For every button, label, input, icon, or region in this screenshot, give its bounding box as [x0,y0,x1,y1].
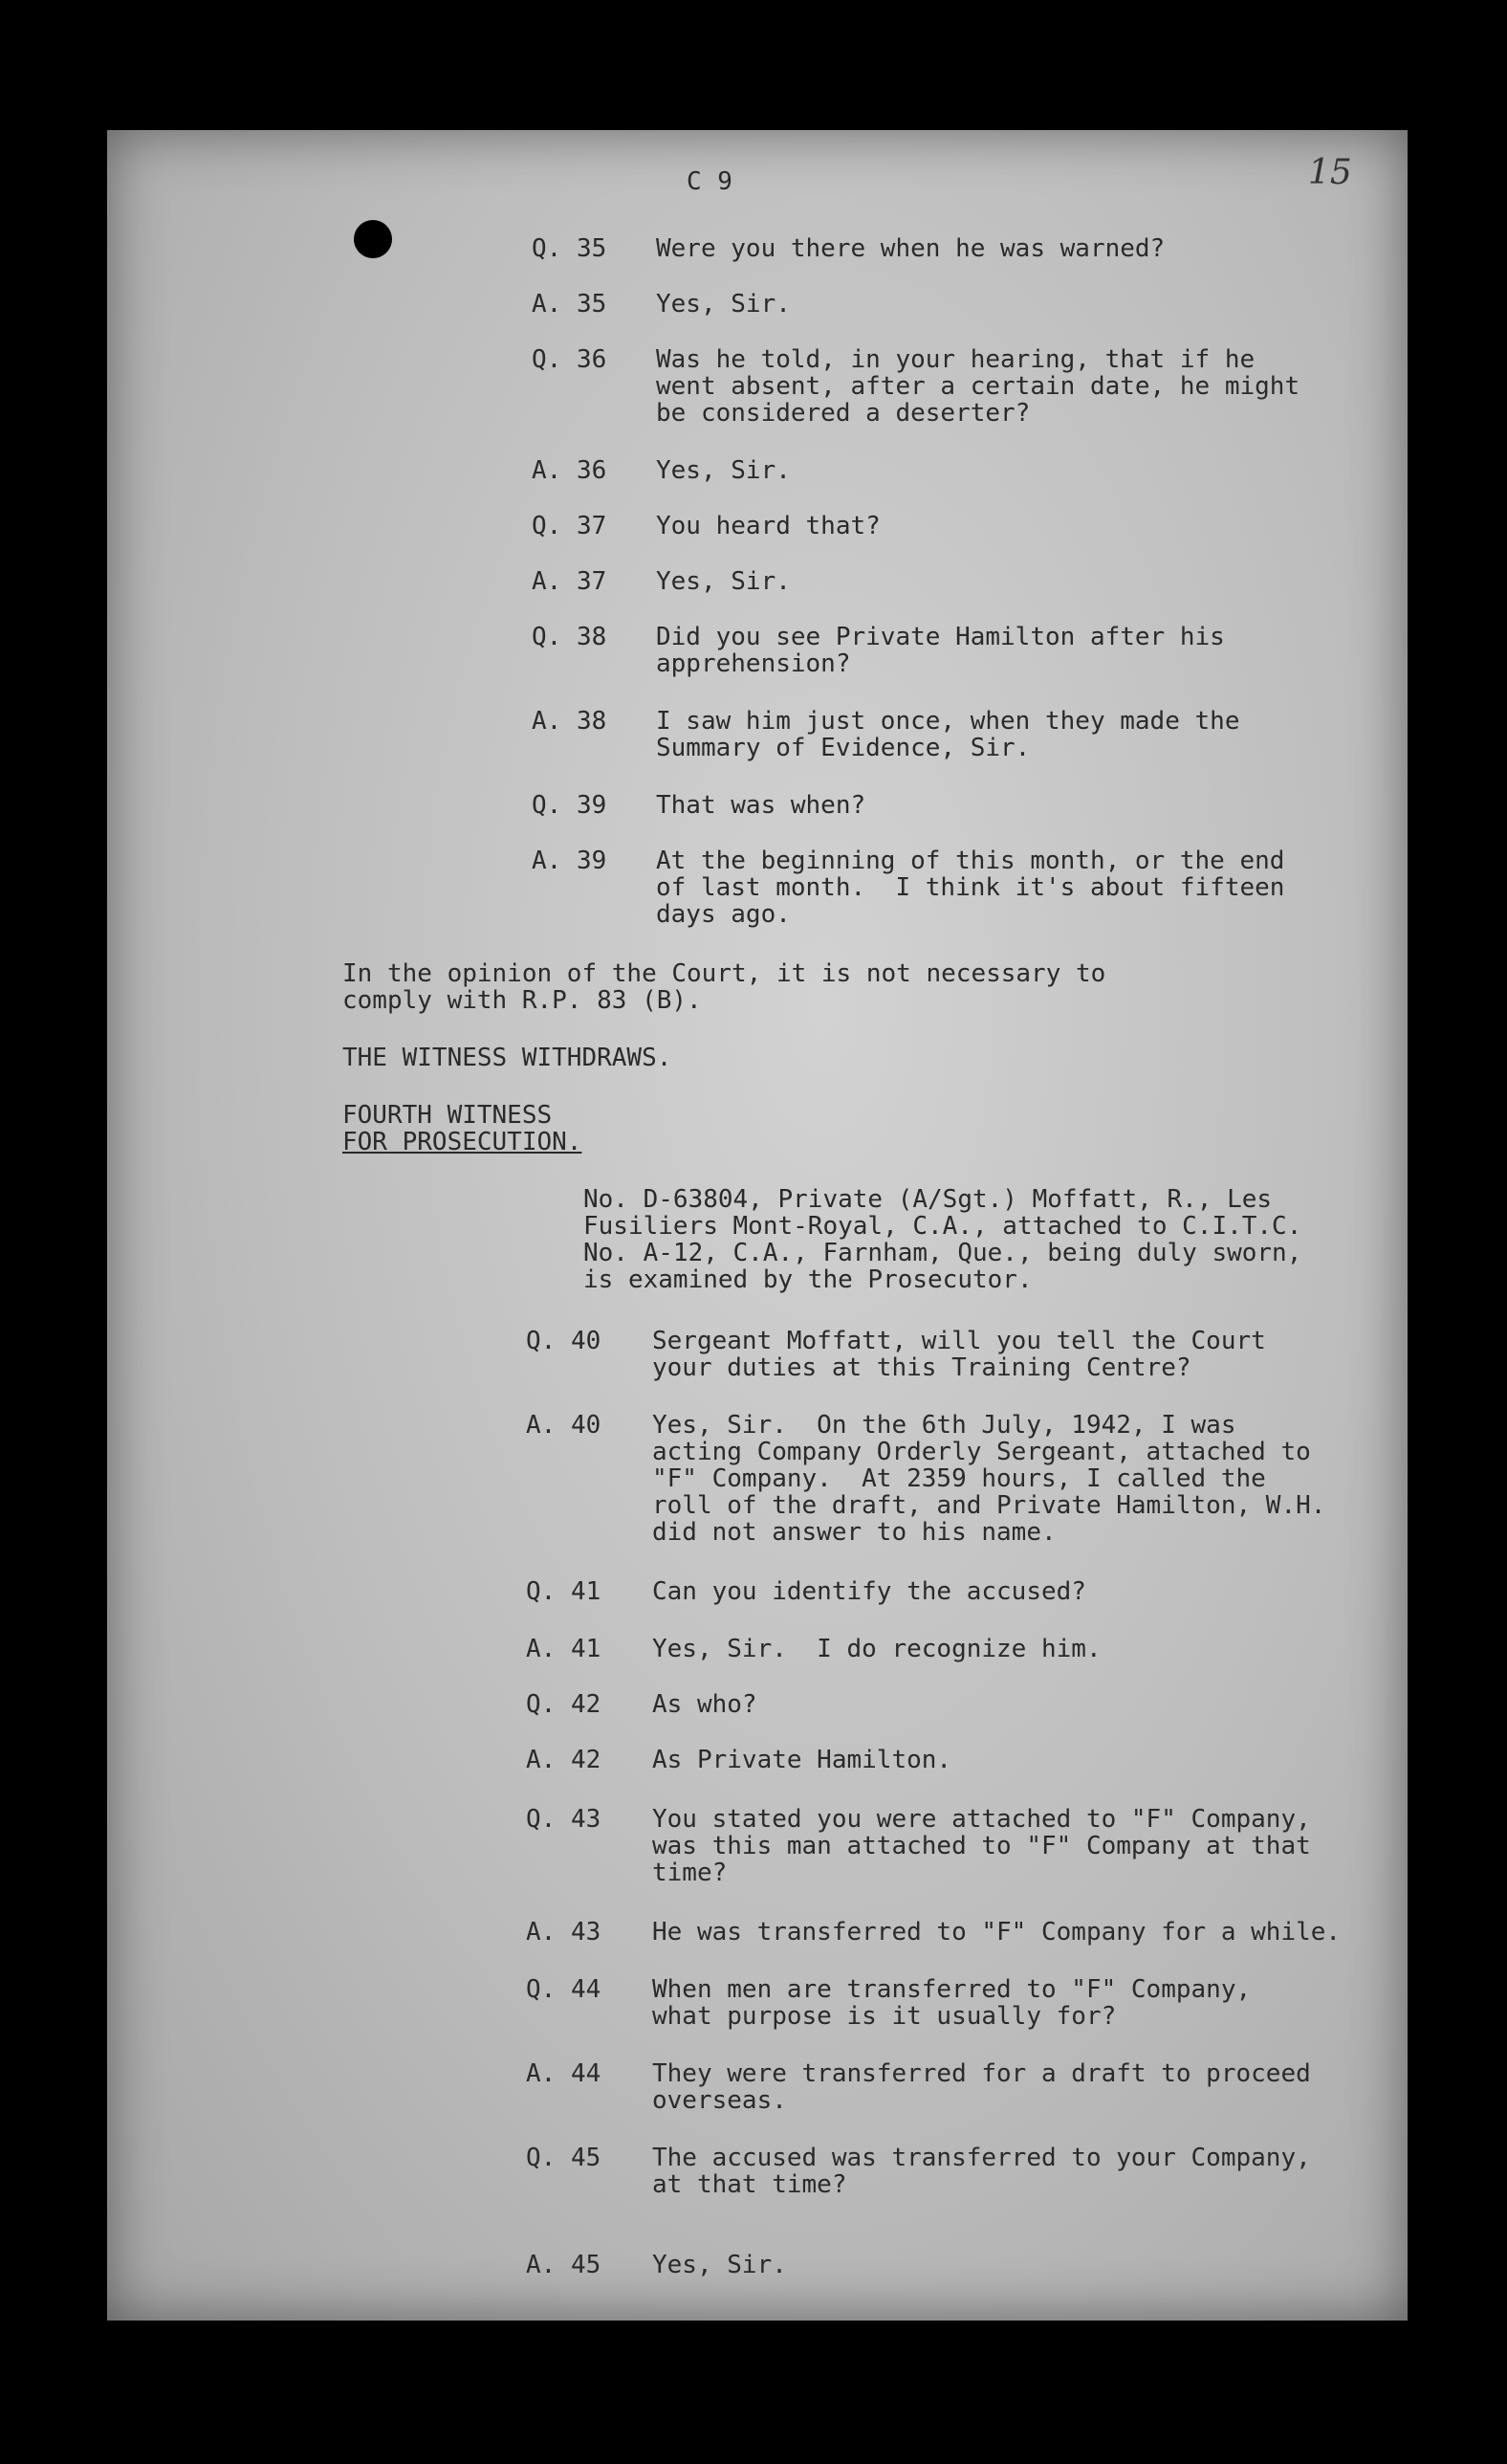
qa-text: The accused was transferred to your Company, [652,2144,1311,2172]
qa-label: A. 37 [532,567,607,596]
witness-withdraws: THE WITNESS WITHDRAWS. [342,1044,672,1072]
qa-text: went absent, after a certain date, he might [656,372,1300,401]
folio-number: 15 [1308,153,1352,192]
qa-text: As who? [652,1690,757,1719]
qa-label: Q. 37 [532,512,607,540]
qa-text: Yes, Sir. [656,290,791,319]
qa-text: Yes, Sir. I do recognize him. [652,1635,1102,1663]
qa-label: Q. 44 [526,1975,601,2004]
qa-text: was this man attached to "F" Company at that [652,1832,1311,1860]
qa-label: Q. 35 [532,234,607,263]
qa-label: A. 40 [526,1411,601,1440]
punch-hole [354,220,392,258]
court-opinion-line: comply with R.P. 83 (B). [342,986,702,1015]
qa-text: He was transferred to "F" Company for a while. [652,1918,1342,1947]
witness-intro-line: No. D-63804, Private (A/Sgt.) Moffatt, R., Les [583,1185,1273,1214]
qa-text: I saw him just once, when they made the [656,707,1240,736]
qa-text: did not answer to his name. [652,1518,1057,1547]
qa-text: your duties at this Training Centre? [652,1353,1191,1382]
witness-intro-line: is examined by the Prosecutor. [583,1265,1033,1294]
court-opinion-line: In the opinion of the Court, it is not necessary to [342,959,1106,988]
qa-label: A. 44 [526,2059,601,2088]
qa-text: days ago. [656,900,791,929]
qa-text: Sergeant Moffatt, will you tell the Court [652,1327,1266,1355]
qa-text: You heard that? [656,512,881,540]
qa-text: overseas. [652,2086,787,2115]
qa-text: Yes, Sir. [656,567,791,596]
qa-text: Yes, Sir. [656,456,791,485]
qa-label: Q. 42 [526,1690,601,1719]
qa-text: apprehension? [656,649,851,678]
qa-text: what purpose is it usually for? [652,2002,1117,2031]
qa-label: A. 43 [526,1918,601,1947]
qa-label: A. 45 [526,2251,601,2279]
qa-text: Summary of Evidence, Sir. [656,734,1031,762]
qa-label: A. 41 [526,1635,601,1663]
qa-text: When men are transferred to "F" Company, [652,1975,1252,2004]
witness-intro-line: No. A-12, C.A., Farnham, Que., being duly sworn, [583,1239,1302,1267]
qa-text: They were transferred for a draft to proceed [652,2059,1311,2088]
page-reference: C 9 [687,167,733,196]
qa-text: Was he told, in your hearing, that if he [656,345,1256,374]
qa-label: Q. 39 [532,791,607,820]
fourth-witness-heading: FOURTH WITNESS [342,1101,553,1130]
fourth-witness-subheading: FOR PROSECUTION. [342,1128,582,1156]
qa-label: Q. 40 [526,1327,601,1355]
qa-label: Q. 36 [532,345,607,374]
qa-label: Q. 45 [526,2144,601,2172]
qa-label: Q. 41 [526,1577,601,1606]
qa-text: acting Company Orderly Sergeant, attached to [652,1438,1311,1466]
qa-text: of last month. I think it's about fifteen [656,873,1285,902]
qa-text: As Private Hamilton. [652,1746,952,1774]
qa-label: A. 38 [532,707,607,736]
qa-text: You stated you were attached to "F" Company, [652,1805,1311,1834]
qa-text: Were you there when he was warned? [656,234,1166,263]
qa-label: Q. 38 [532,623,607,651]
qa-text: roll of the draft, and Private Hamilton, W.H. [652,1491,1326,1520]
qa-label: A. 42 [526,1746,601,1774]
qa-text: Yes, Sir. On the 6th July, 1942, I was [652,1411,1236,1440]
qa-text: at that time? [652,2170,847,2199]
qa-text: That was when? [656,791,866,820]
qa-text: Can you identify the accused? [652,1577,1086,1606]
qa-label: A. 35 [532,290,607,319]
qa-text: time? [652,1859,728,1887]
qa-label: A. 39 [532,847,607,875]
qa-label: A. 36 [532,456,607,485]
qa-label: Q. 43 [526,1805,601,1834]
qa-text: Yes, Sir. [652,2251,787,2279]
qa-text: "F" Company. At 2359 hours, I called the [652,1464,1266,1493]
qa-text: Did you see Private Hamilton after his [656,623,1225,651]
witness-intro-line: Fusiliers Mont-Royal, C.A., attached to C.I.T.C. [583,1212,1302,1241]
qa-text: At the beginning of this month, or the end [656,847,1285,875]
qa-text: be considered a deserter? [656,399,1031,428]
